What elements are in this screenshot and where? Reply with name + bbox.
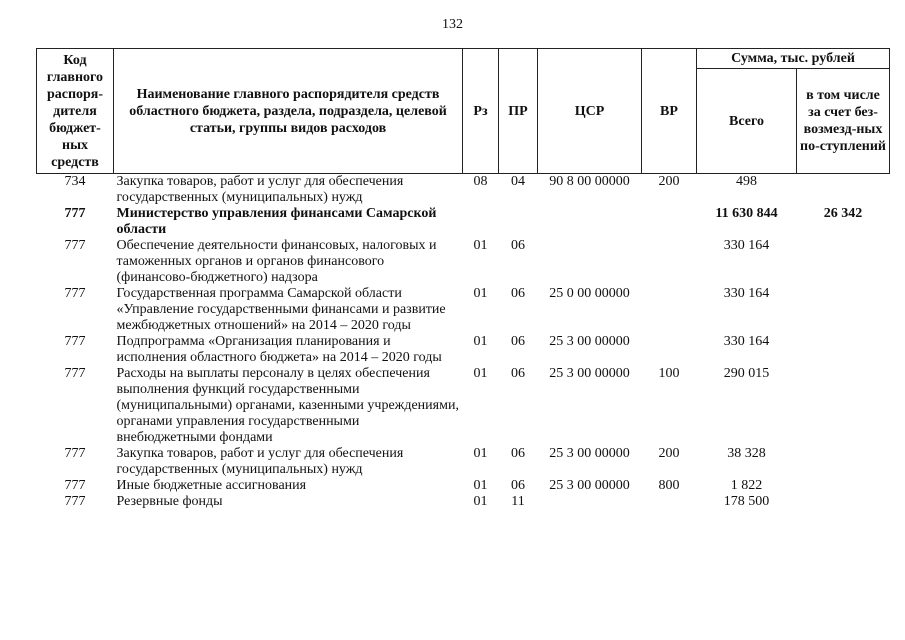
table-header (37, 49, 890, 174)
cell-code: 777 (64, 446, 86, 461)
header-pr: ПР (499, 49, 538, 174)
cell-pr: 06 (511, 478, 525, 493)
cell-vr (642, 286, 697, 334)
cell-name: Закупка товаров, работ и услуг для обеспечения государственных (муниципальных) нужд (116, 446, 404, 477)
cell-rz: 01 (473, 494, 488, 509)
cell-grants (797, 174, 890, 207)
table-row (37, 174, 890, 207)
cell-total: 498 (736, 174, 757, 189)
cell-name: Иные бюджетные ассигнования (116, 478, 307, 493)
cell-code: 777 (64, 206, 86, 221)
cell-rz: 08 (473, 174, 488, 189)
header-csr: ЦСР (538, 49, 642, 174)
table-body (37, 174, 890, 511)
table-row (37, 366, 890, 446)
page-number: 132 (442, 17, 463, 32)
cell-name: Резервные фонды (116, 494, 223, 509)
header-vr: ВР (642, 49, 697, 174)
cell-csr (538, 238, 642, 286)
cell-pr: 04 (511, 174, 525, 189)
cell-code: 777 (64, 238, 86, 253)
cell-csr (538, 206, 642, 238)
cell-total: 330 164 (723, 334, 770, 349)
cell-pr: 06 (511, 334, 525, 349)
cell-name: Министерство управления финансами Самарской области (116, 206, 437, 237)
cell-name: Расходы на выплаты персоналу в целях обеспечения выполнения функций государственными (муниципальными) органами, казенными учреждениями, органами управления государственными внебюджетными фондами (116, 366, 459, 445)
cell-rz: 01 (473, 366, 488, 381)
cell-vr (642, 334, 697, 366)
cell-rz: 01 (473, 286, 488, 301)
header-total: Всего (697, 69, 797, 174)
cell-rz: 01 (473, 334, 488, 349)
cell-code: 777 (64, 478, 86, 493)
header-rz: Рз (463, 49, 499, 174)
cell-rz: 01 (473, 446, 488, 461)
header-grants: в том числе за счет без-возмезд-ных по-ступлений (797, 69, 890, 174)
cell-total: 1 822 (730, 478, 763, 493)
cell-grants (797, 366, 890, 446)
cell-pr: 06 (511, 238, 525, 253)
cell-name: Государственная программа Самарской области «Управление государственными финансами и развитие межбюджетных отношений» на 2014 – 2020 годы (116, 286, 446, 333)
cell-rz: 01 (473, 478, 488, 493)
cell-grants (797, 494, 890, 510)
cell-grants (797, 478, 890, 494)
cell-csr (538, 494, 642, 510)
cell-pr: 06 (511, 446, 525, 461)
cell-pr (499, 206, 538, 238)
cell-code: 777 (64, 366, 86, 381)
table-row (37, 334, 890, 366)
cell-name: Подпрограмма «Организация планирования и исполнения областного бюджета» на 2014 – 2020 годы (116, 334, 442, 365)
cell-vr: 200 (658, 174, 680, 189)
cell-total: 330 164 (723, 238, 770, 253)
cell-code: 777 (64, 286, 86, 301)
cell-vr: 800 (658, 478, 680, 493)
table-row (37, 446, 890, 478)
cell-total: 290 015 (723, 366, 770, 381)
cell-csr: 90 8 00 00000 (549, 174, 630, 189)
cell-rz: 01 (473, 238, 488, 253)
cell-name: Обеспечение деятельности финансовых, налоговых и таможенных органов и органов финансового (финансово-бюджетного) надзора (116, 238, 437, 285)
cell-vr: 100 (658, 366, 680, 381)
cell-vr (642, 206, 697, 238)
cell-pr: 06 (511, 366, 525, 381)
cell-pr: 11 (511, 494, 525, 509)
table-row (37, 286, 890, 334)
table-row (37, 206, 890, 238)
cell-csr: 25 3 00 00000 (549, 478, 630, 493)
cell-total: 38 328 (727, 446, 766, 461)
cell-code: 734 (64, 174, 86, 189)
cell-total: 330 164 (723, 286, 770, 301)
table-row (37, 238, 890, 286)
cell-code: 777 (64, 494, 86, 509)
table-row (37, 494, 890, 510)
cell-rz (463, 206, 499, 238)
cell-csr: 25 3 00 00000 (549, 334, 630, 349)
cell-pr: 06 (511, 286, 525, 301)
cell-total: 11 630 844 (715, 206, 778, 221)
header-sum-group: Сумма, тыс. рублей (697, 49, 890, 69)
cell-total: 178 500 (723, 494, 770, 509)
header-code: Код главного распоря-дителя бюджет-ных средств (37, 49, 114, 174)
budget-table (36, 48, 890, 510)
cell-csr: 25 0 00 00000 (549, 286, 630, 301)
header-name: Наименование главного распорядителя средств областного бюджета, раздела, подраздела, целевой статьи, группы видов расходов (114, 49, 463, 174)
cell-grants: 26 342 (823, 206, 863, 221)
cell-grants (797, 446, 890, 478)
cell-vr (642, 238, 697, 286)
table-row (37, 478, 890, 494)
cell-csr: 25 3 00 00000 (549, 446, 630, 461)
cell-csr: 25 3 00 00000 (549, 366, 630, 381)
cell-name: Закупка товаров, работ и услуг для обеспечения государственных (муниципальных) нужд (116, 174, 404, 205)
cell-grants (797, 238, 890, 286)
cell-code: 777 (64, 334, 86, 349)
cell-vr (642, 494, 697, 510)
cell-grants (797, 286, 890, 334)
cell-vr: 200 (658, 446, 680, 461)
cell-grants (797, 334, 890, 366)
